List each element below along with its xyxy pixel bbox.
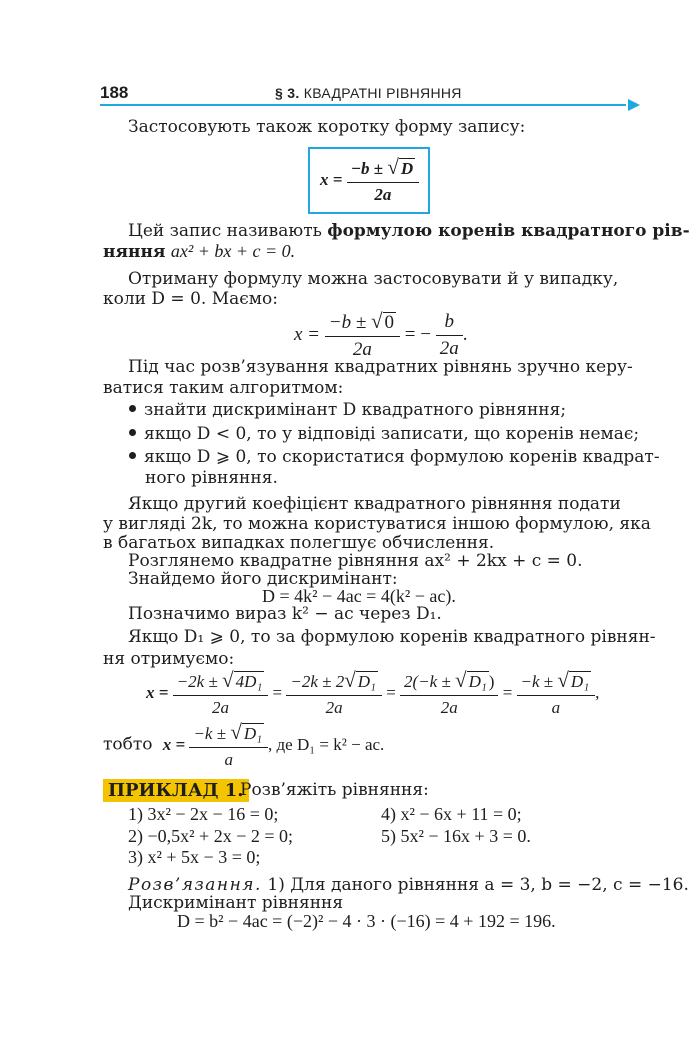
solution-word: Розв’язання. bbox=[128, 875, 262, 895]
long-f3-close: ) bbox=[488, 672, 495, 691]
zero-rad1: 0 bbox=[384, 312, 395, 333]
long-f1-den: 2a bbox=[211, 698, 229, 717]
boxed-formula-content bbox=[320, 155, 419, 205]
named-line-2 bbox=[103, 241, 295, 263]
long-fraction-2: $\frac{\text{−2k ± 2√ D₁}}{2a}$ bbox=[286, 668, 382, 718]
zero-d-line-1: Отриману формулу можна застосовувати й у випадку, bbox=[128, 269, 619, 289]
zero-den2: 2a bbox=[439, 337, 459, 359]
long-fraction-3: $\frac{\text{2(−k ± √ D₁ )}}{2a}$ bbox=[400, 668, 498, 718]
long-f3-rad: D₁ bbox=[468, 672, 487, 691]
example-equation: 2) −0,5x² + 2x − 2 = 0; bbox=[128, 826, 293, 846]
disc-formula: D = 4k² − 4ac = 4(k² − ac). bbox=[262, 586, 456, 606]
bullet-text: знайти дискримінант D квадратного рівняння; bbox=[144, 400, 567, 420]
tobto-formula bbox=[103, 720, 384, 770]
long-f3-den: 2a bbox=[440, 698, 458, 717]
general-equation: ax² + bx + c = 0. bbox=[170, 241, 296, 261]
section-mark: § 3. bbox=[275, 85, 300, 101]
boxed-fraction: $\frac{-b \pm √ D}{2a}$ bbox=[347, 155, 419, 205]
bullet-item bbox=[129, 424, 639, 445]
named-line-1-pre: Цей запис називають bbox=[128, 221, 328, 241]
zero-num1: −b ± bbox=[328, 312, 367, 333]
zero-formula bbox=[294, 309, 467, 361]
zero-d-line-2: коли D = 0. Маємо: bbox=[103, 289, 278, 309]
long-f2-rad: D₁ bbox=[357, 672, 376, 691]
denote-line: Позначимо вираз k² − ac через D₁. bbox=[128, 604, 442, 624]
tobto-lhs: x = bbox=[162, 735, 186, 754]
named-line-1 bbox=[128, 221, 690, 242]
second-coef-line: Розглянемо квадратне рівняння ax² + 2kx + c = 0. bbox=[128, 551, 583, 571]
tobto-fraction: $\frac{\text{−k ± √ D₁}}{a}$ bbox=[189, 720, 268, 770]
long-f4-rad: D₁ bbox=[570, 672, 590, 691]
second-coef-line: Знайдемо його дискримінант: bbox=[128, 569, 398, 589]
named-line-1-bold: формулою коренів квадратного рів- bbox=[327, 221, 690, 241]
disc-calc: D = b² − 4ac = (−2)² − 4 · 3 · (−16) = 4 + 192 = 196. bbox=[177, 911, 556, 931]
long-f2-den: 2a bbox=[325, 698, 343, 717]
if-d1-line-1: Якщо D₁ ⩾ 0, то за формулою коренів квадратного рівнян- bbox=[128, 627, 656, 647]
page-number: 188 bbox=[100, 83, 129, 102]
zero-lhs: x = bbox=[294, 324, 321, 345]
zero-den1: 2a bbox=[352, 339, 372, 360]
long-f1-num: −2k ± bbox=[176, 672, 218, 691]
example-equation: 5) 5x² − 16x + 3 = 0. bbox=[381, 826, 531, 846]
long-f4-den: a bbox=[551, 698, 561, 717]
bullet-item bbox=[129, 447, 660, 468]
bullet-text: якщо D < 0, то у відповіді записати, що коренів немає; bbox=[144, 424, 640, 444]
intro-text: Застосовують також коротку форму запису: bbox=[128, 117, 526, 137]
boxed-lhs: x = bbox=[320, 170, 343, 189]
long-formula: x = $\frac{\text{−2k ± √ 4D₁}}{2a}$ = $\frac{\text{−2k ± 2√ D₁}}{2a}$ = $\frac{\text{2(−k ± √ D₁ )}}{2a}$ = $\frac{\text{−k ± √ D₁}}{a}$ , bbox=[146, 668, 600, 717]
second-coef-line: Якщо другий коефіцієнт квадратного рівняння подати bbox=[128, 494, 621, 514]
example-label: ПРИКЛАД 1. bbox=[103, 779, 249, 802]
example-equation: 4) x² − 6x + 11 = 0; bbox=[381, 804, 522, 824]
named-line-2-bold: няння bbox=[103, 242, 166, 262]
header-rule bbox=[100, 98, 640, 112]
if-d1-line-2: ня отримуємо: bbox=[103, 649, 235, 669]
zero-tail: . bbox=[462, 324, 468, 345]
tobto-num: −k ± bbox=[193, 724, 227, 743]
long-f4-num: −k ± bbox=[520, 672, 554, 691]
tobto-word: тобто bbox=[103, 734, 153, 755]
boxed-den: 2a bbox=[374, 185, 392, 204]
tobto-den: a bbox=[224, 750, 233, 769]
tobto-tail: , де D₁ = k² − ac. bbox=[268, 735, 385, 754]
long-f1-rad: 4D₁ bbox=[235, 672, 263, 691]
long-f3-num: 2(−k ± bbox=[404, 672, 451, 691]
boxed-num-b: −b ± bbox=[350, 159, 384, 178]
zero-num2: b bbox=[436, 311, 463, 336]
long-tail: , bbox=[595, 683, 600, 702]
example-equation: 3) x² + 5x − 3 = 0; bbox=[128, 847, 261, 867]
example-task: Розв’яжіть рівняння: bbox=[240, 780, 429, 800]
bullet-item bbox=[129, 400, 566, 421]
zero-fraction-1: $\frac{-b \pm √ 0}{2a}$ bbox=[325, 309, 400, 361]
bullet-icon bbox=[129, 452, 136, 459]
long-lhs: x = bbox=[146, 683, 169, 702]
bullet-icon bbox=[129, 429, 136, 436]
zero-fraction-2 bbox=[436, 311, 463, 360]
bullet-item-continuation: ного рівняння. bbox=[145, 468, 278, 488]
example-equation: 1) 3x² − 2x − 16 = 0; bbox=[128, 804, 279, 824]
long-fraction-4: $\frac{\text{−k ± √ D₁}}{a}$ bbox=[517, 668, 596, 718]
long-f2-num: −2k ± 2 bbox=[290, 672, 345, 691]
algo-line-1: Під час розв’язування квадратних рівнянь зручно керу- bbox=[128, 357, 633, 377]
disc-label: Дискримінант рівняння bbox=[128, 893, 344, 913]
tobto-rad: D₁ bbox=[243, 724, 263, 743]
bullet-text: якщо D ⩾ 0, то скористатися формулою коренів квадрат- bbox=[144, 447, 660, 467]
section-title: КВАДРАТНІ РІВНЯННЯ bbox=[303, 85, 462, 101]
second-coef-line: в багатьох випадках полегшує обчислення. bbox=[103, 533, 495, 553]
long-fraction-1: $\frac{\text{−2k ± √ 4D₁}}{2a}$ bbox=[173, 668, 269, 718]
second-coef-line: у вигляді 2k, то можна користуватися іншою формулою, яка bbox=[103, 514, 651, 534]
solution-rest: 1) Для даного рівняння a = 3, b = −2, c = −16. bbox=[261, 875, 689, 895]
boxed-num-d: D bbox=[400, 159, 414, 178]
algo-line-2: ватися таким алгоритмом: bbox=[103, 378, 344, 398]
zero-mid: = − bbox=[404, 324, 431, 345]
bullet-icon bbox=[129, 405, 136, 412]
